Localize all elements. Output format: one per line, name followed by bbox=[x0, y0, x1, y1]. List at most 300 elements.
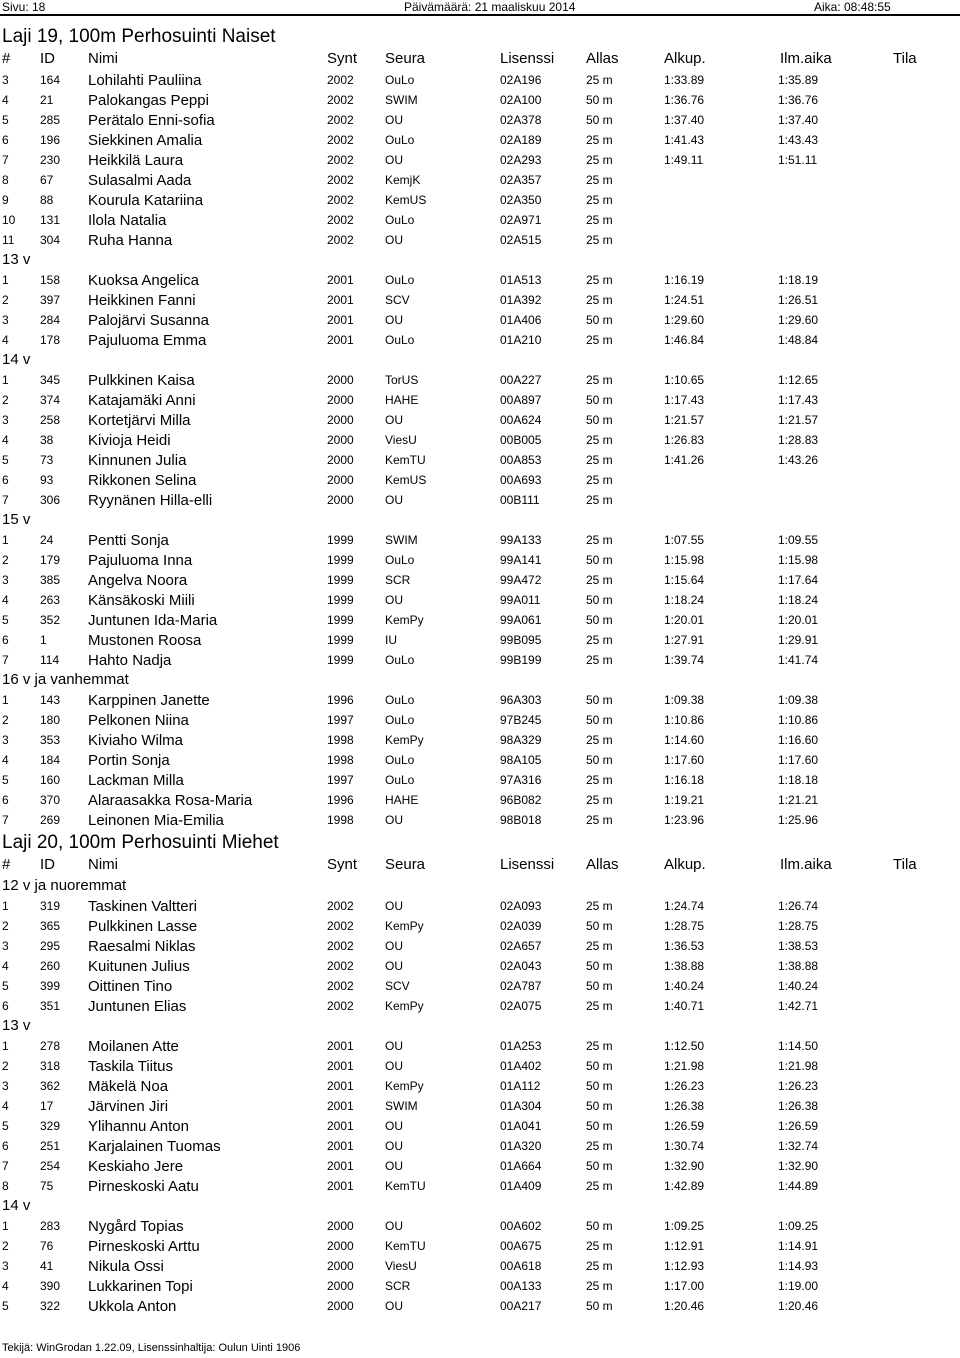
cell-id: 21 bbox=[40, 93, 54, 107]
print-time: Aika: 08:48:55 bbox=[814, 0, 891, 14]
cell-birth-year: 1999 bbox=[327, 573, 354, 587]
result-row bbox=[0, 330, 960, 350]
cell-license: 02A196 bbox=[500, 73, 542, 87]
cell-entry-time: 1:20.01 bbox=[664, 613, 705, 627]
cell-pos: 1 bbox=[2, 693, 9, 707]
cell-name: Ilola Natalia bbox=[88, 212, 167, 229]
cell-entry-time: 1:49.11 bbox=[664, 153, 704, 167]
result-row bbox=[0, 956, 960, 976]
cell-pool: 25 m bbox=[586, 899, 613, 913]
cell-pos: 5 bbox=[2, 773, 9, 787]
cell-pool: 25 m bbox=[586, 433, 613, 447]
cell-pos: 2 bbox=[2, 553, 9, 567]
cell-entry-time: 1:38.88 bbox=[664, 959, 705, 973]
cell-club: SCV bbox=[385, 293, 410, 307]
result-row bbox=[0, 270, 960, 290]
cell-pool: 50 m bbox=[586, 1059, 613, 1073]
cell-reported-time: 1:43.26 bbox=[778, 453, 819, 467]
cell-club: KemPy bbox=[385, 613, 424, 627]
cell-birth-year: 2002 bbox=[327, 153, 354, 167]
cell-pool: 50 m bbox=[586, 393, 613, 407]
column-header: Tila bbox=[893, 50, 917, 67]
cell-entry-time: 1:15.98 bbox=[664, 553, 705, 567]
cell-birth-year: 1996 bbox=[327, 693, 354, 707]
cell-pool: 50 m bbox=[586, 1079, 613, 1093]
cell-license: 97A316 bbox=[500, 773, 542, 787]
cell-name: Karppinen Janette bbox=[88, 692, 210, 709]
cell-id: 38 bbox=[40, 433, 54, 447]
result-row bbox=[0, 470, 960, 490]
cell-license: 02A971 bbox=[500, 213, 542, 227]
cell-pool: 50 m bbox=[586, 593, 613, 607]
cell-reported-time: 1:09.25 bbox=[778, 1219, 819, 1233]
cell-pos: 5 bbox=[2, 453, 9, 467]
cell-entry-time: 1:07.55 bbox=[664, 533, 705, 547]
result-row bbox=[0, 690, 960, 710]
cell-entry-time: 1:26.23 bbox=[664, 1079, 705, 1093]
cell-pos: 10 bbox=[2, 213, 16, 227]
cell-entry-time: 1:09.25 bbox=[664, 1219, 705, 1233]
cell-id: 263 bbox=[40, 593, 61, 607]
cell-entry-time: 1:46.84 bbox=[664, 333, 705, 347]
cell-birth-year: 2002 bbox=[327, 73, 354, 87]
cell-entry-time: 1:21.98 bbox=[664, 1059, 705, 1073]
cell-name: Mustonen Roosa bbox=[88, 632, 202, 649]
cell-birth-year: 1999 bbox=[327, 633, 354, 647]
cell-license: 02A787 bbox=[500, 979, 542, 993]
cell-club: HAHE bbox=[385, 793, 419, 807]
result-row bbox=[0, 610, 960, 630]
cell-reported-time: 1:20.46 bbox=[778, 1299, 819, 1313]
cell-name: Pajuluoma Inna bbox=[88, 552, 193, 569]
cell-entry-time: 1:12.91 bbox=[664, 1239, 705, 1253]
cell-reported-time: 1:43.43 bbox=[778, 133, 819, 147]
cell-club: OuLo bbox=[385, 753, 415, 767]
cell-birth-year: 2002 bbox=[327, 193, 354, 207]
cell-pool: 25 m bbox=[586, 1279, 613, 1293]
cell-id: 75 bbox=[40, 1179, 54, 1193]
cell-name: Katajamäki Anni bbox=[88, 392, 196, 409]
cell-reported-time: 1:32.74 bbox=[778, 1139, 819, 1153]
cell-reported-time: 1:41.74 bbox=[778, 653, 819, 667]
cell-birth-year: 2000 bbox=[327, 453, 354, 467]
cell-pos: 2 bbox=[2, 1239, 9, 1253]
column-header: Ilm.aika bbox=[780, 856, 832, 873]
cell-reported-time: 1:15.98 bbox=[778, 553, 819, 567]
cell-reported-time: 1:09.38 bbox=[778, 693, 819, 707]
cell-pos: 8 bbox=[2, 173, 9, 187]
cell-pool: 50 m bbox=[586, 93, 613, 107]
cell-id: 251 bbox=[40, 1139, 61, 1153]
cell-club: OuLo bbox=[385, 693, 415, 707]
cell-pool: 25 m bbox=[586, 793, 613, 807]
result-row bbox=[0, 130, 960, 150]
cell-license: 00A693 bbox=[500, 473, 542, 487]
result-row bbox=[0, 390, 960, 410]
cell-reported-time: 1:16.60 bbox=[778, 733, 819, 747]
result-row bbox=[0, 976, 960, 996]
cell-pos: 6 bbox=[2, 1139, 9, 1153]
result-row bbox=[0, 1236, 960, 1256]
cell-license: 99B095 bbox=[500, 633, 542, 647]
event-title: Laji 20, 100m Perhosuinti Miehet bbox=[2, 832, 279, 853]
cell-pool: 25 m bbox=[586, 73, 613, 87]
cell-name: Palojärvi Susanna bbox=[88, 312, 209, 329]
column-header: Nimi bbox=[88, 856, 118, 873]
cell-name: Leinonen Mia-Emilia bbox=[88, 812, 224, 829]
cell-id: 283 bbox=[40, 1219, 61, 1233]
cell-reported-time: 1:28.83 bbox=[778, 433, 819, 447]
event-title: Laji 19, 100m Perhosuinti Naiset bbox=[2, 26, 276, 47]
cell-pos: 3 bbox=[2, 313, 9, 327]
cell-id: 143 bbox=[40, 693, 61, 707]
cell-birth-year: 2001 bbox=[327, 293, 354, 307]
cell-reported-time: 1:26.38 bbox=[778, 1099, 819, 1113]
cell-pool: 25 m bbox=[586, 1239, 613, 1253]
column-header-row bbox=[0, 856, 960, 876]
cell-club: OU bbox=[385, 313, 403, 327]
cell-pos: 6 bbox=[2, 793, 9, 807]
cell-license: 98B018 bbox=[500, 813, 542, 827]
result-row bbox=[0, 1216, 960, 1236]
cell-pos: 6 bbox=[2, 473, 9, 487]
column-header: Synt bbox=[327, 856, 358, 873]
cell-license: 96A303 bbox=[500, 693, 542, 707]
cell-birth-year: 2001 bbox=[327, 273, 354, 287]
cell-pos: 5 bbox=[2, 113, 9, 127]
cell-name: Pulkkinen Lasse bbox=[88, 918, 198, 935]
cell-name: Ukkola Anton bbox=[88, 1298, 177, 1315]
cell-pool: 50 m bbox=[586, 693, 613, 707]
result-row bbox=[0, 1136, 960, 1156]
cell-id: 370 bbox=[40, 793, 61, 807]
cell-club: OU bbox=[385, 413, 403, 427]
cell-id: 397 bbox=[40, 293, 61, 307]
cell-birth-year: 2001 bbox=[327, 1119, 354, 1133]
result-row bbox=[0, 1176, 960, 1196]
cell-reported-time: 1:21.98 bbox=[778, 1059, 819, 1073]
cell-name: Moilanen Atte bbox=[88, 1038, 179, 1055]
cell-id: 269 bbox=[40, 813, 61, 827]
cell-pos: 6 bbox=[2, 999, 9, 1013]
cell-entry-time: 1:16.19 bbox=[664, 273, 705, 287]
cell-reported-time: 1:17.43 bbox=[778, 393, 819, 407]
column-header: ID bbox=[40, 50, 55, 67]
age-group-heading: 12 v ja nuoremmat bbox=[2, 877, 127, 894]
cell-entry-time: 1:10.86 bbox=[664, 713, 705, 727]
result-row bbox=[0, 916, 960, 936]
cell-name: Raesalmi Niklas bbox=[88, 938, 196, 955]
cell-license: 01A392 bbox=[500, 293, 542, 307]
cell-license: 02A350 bbox=[500, 193, 542, 207]
cell-club: OU bbox=[385, 113, 403, 127]
cell-reported-time: 1:20.01 bbox=[778, 613, 819, 627]
cell-pool: 25 m bbox=[586, 213, 613, 227]
cell-id: 230 bbox=[40, 153, 61, 167]
cell-club: OU bbox=[385, 1159, 403, 1173]
cell-entry-time: 1:37.40 bbox=[664, 113, 705, 127]
cell-pool: 50 m bbox=[586, 919, 613, 933]
cell-name: Angelva Noora bbox=[88, 572, 188, 589]
result-row bbox=[0, 410, 960, 430]
cell-birth-year: 2000 bbox=[327, 493, 354, 507]
cell-id: 352 bbox=[40, 613, 61, 627]
result-row bbox=[0, 1116, 960, 1136]
cell-reported-time: 1:51.11 bbox=[778, 153, 818, 167]
result-row bbox=[0, 590, 960, 610]
cell-reported-time: 1:37.40 bbox=[778, 113, 819, 127]
cell-license: 01A210 bbox=[500, 333, 542, 347]
cell-club: OU bbox=[385, 1059, 403, 1073]
cell-reported-time: 1:26.23 bbox=[778, 1079, 819, 1093]
cell-id: 295 bbox=[40, 939, 61, 953]
cell-club: HAHE bbox=[385, 393, 419, 407]
age-group-heading: 14 v bbox=[2, 351, 31, 368]
result-row bbox=[0, 770, 960, 790]
cell-license: 00B111 bbox=[500, 493, 540, 507]
cell-license: 99A141 bbox=[500, 553, 542, 567]
cell-pos: 2 bbox=[2, 393, 9, 407]
cell-reported-time: 1:18.24 bbox=[778, 593, 819, 607]
cell-pool: 50 m bbox=[586, 959, 613, 973]
cell-pos: 4 bbox=[2, 93, 9, 107]
cell-name: Kuitunen Julius bbox=[88, 958, 190, 975]
cell-birth-year: 2000 bbox=[327, 413, 354, 427]
result-row bbox=[0, 730, 960, 750]
cell-name: Lackman Milla bbox=[88, 772, 184, 789]
column-header: Synt bbox=[327, 50, 358, 67]
cell-license: 98A329 bbox=[500, 733, 542, 747]
cell-license: 02A515 bbox=[500, 233, 542, 247]
cell-pos: 1 bbox=[2, 1039, 9, 1053]
cell-club: KemPy bbox=[385, 1079, 424, 1093]
cell-club: OU bbox=[385, 899, 403, 913]
cell-club: OuLo bbox=[385, 553, 415, 567]
cell-pos: 7 bbox=[2, 653, 9, 667]
cell-pos: 8 bbox=[2, 1179, 9, 1193]
cell-id: 114 bbox=[40, 653, 60, 667]
cell-name: Pirneskoski Aatu bbox=[88, 1178, 199, 1195]
cell-pool: 50 m bbox=[586, 1099, 613, 1113]
cell-birth-year: 2002 bbox=[327, 213, 354, 227]
column-header: Seura bbox=[385, 50, 426, 67]
cell-id: 319 bbox=[40, 899, 61, 913]
cell-birth-year: 2001 bbox=[327, 1039, 354, 1053]
cell-birth-year: 2002 bbox=[327, 899, 354, 913]
cell-license: 99A472 bbox=[500, 573, 542, 587]
cell-entry-time: 1:15.64 bbox=[664, 573, 705, 587]
cell-reported-time: 1:35.89 bbox=[778, 73, 819, 87]
cell-reported-time: 1:10.86 bbox=[778, 713, 819, 727]
cell-entry-time: 1:39.74 bbox=[664, 653, 705, 667]
cell-id: 322 bbox=[40, 1299, 61, 1313]
cell-pos: 4 bbox=[2, 1279, 9, 1293]
cell-id: 304 bbox=[40, 233, 61, 247]
cell-pool: 25 m bbox=[586, 1259, 613, 1273]
cell-name: Ruha Hanna bbox=[88, 232, 173, 249]
cell-club: KemTU bbox=[385, 1179, 426, 1193]
cell-pos: 4 bbox=[2, 433, 9, 447]
cell-id: 196 bbox=[40, 133, 61, 147]
column-header: Alkup. bbox=[664, 856, 706, 873]
cell-club: OU bbox=[385, 1139, 403, 1153]
result-row bbox=[0, 290, 960, 310]
footer-credit: Tekijä: WinGrodan 1.22.09, Lisenssinhaltija: Oulun Uinti 1906 bbox=[2, 1342, 301, 1354]
cell-reported-time: 1:21.21 bbox=[778, 793, 819, 807]
cell-reported-time: 1:14.91 bbox=[778, 1239, 819, 1253]
age-group-heading: 13 v bbox=[2, 1017, 31, 1034]
cell-birth-year: 2000 bbox=[327, 1259, 354, 1273]
cell-license: 00A133 bbox=[500, 1279, 542, 1293]
cell-name: Juntunen Ida-Maria bbox=[88, 612, 218, 629]
cell-entry-time: 1:27.91 bbox=[664, 633, 705, 647]
cell-pool: 25 m bbox=[586, 573, 613, 587]
result-row bbox=[0, 310, 960, 330]
cell-id: 164 bbox=[40, 73, 61, 87]
column-header: # bbox=[2, 50, 11, 67]
cell-pool: 25 m bbox=[586, 653, 613, 667]
cell-pool: 25 m bbox=[586, 939, 613, 953]
cell-reported-time: 1:14.50 bbox=[778, 1039, 819, 1053]
cell-birth-year: 1999 bbox=[327, 533, 354, 547]
cell-club: KemUS bbox=[385, 193, 427, 207]
cell-license: 01A513 bbox=[500, 273, 542, 287]
cell-license: 99A133 bbox=[500, 533, 542, 547]
cell-license: 01A112 bbox=[500, 1079, 541, 1093]
cell-club: OU bbox=[385, 1119, 403, 1133]
result-row bbox=[0, 550, 960, 570]
cell-entry-time: 1:40.71 bbox=[664, 999, 705, 1013]
cell-pool: 25 m bbox=[586, 173, 613, 187]
cell-birth-year: 2002 bbox=[327, 133, 354, 147]
cell-entry-time: 1:41.26 bbox=[664, 453, 705, 467]
cell-entry-time: 1:23.96 bbox=[664, 813, 705, 827]
result-row bbox=[0, 896, 960, 916]
cell-birth-year: 2001 bbox=[327, 1079, 354, 1093]
cell-pool: 50 m bbox=[586, 1219, 613, 1233]
cell-name: Oittinen Tino bbox=[88, 978, 173, 995]
cell-reported-time: 1:48.84 bbox=[778, 333, 819, 347]
cell-name: Ryynänen Hilla-elli bbox=[88, 492, 213, 509]
cell-club: OuLo bbox=[385, 333, 415, 347]
cell-pool: 50 m bbox=[586, 413, 613, 427]
cell-name: Lukkarinen Topi bbox=[88, 1278, 193, 1295]
cell-id: 362 bbox=[40, 1079, 61, 1093]
cell-id: 353 bbox=[40, 733, 61, 747]
result-row bbox=[0, 1256, 960, 1276]
cell-reported-time: 1:18.18 bbox=[778, 773, 819, 787]
cell-entry-time: 1:28.75 bbox=[664, 919, 705, 933]
cell-id: 329 bbox=[40, 1119, 61, 1133]
cell-pos: 9 bbox=[2, 193, 9, 207]
cell-pool: 50 m bbox=[586, 1119, 613, 1133]
cell-name: Kuoksa Angelica bbox=[88, 272, 199, 289]
cell-pos: 4 bbox=[2, 959, 9, 973]
cell-reported-time: 1:42.71 bbox=[778, 999, 819, 1013]
cell-birth-year: 1999 bbox=[327, 613, 354, 627]
cell-birth-year: 2002 bbox=[327, 113, 354, 127]
cell-name: Palokangas Peppi bbox=[88, 92, 209, 109]
cell-name: Mäkelä Noa bbox=[88, 1078, 169, 1095]
cell-name: Heikkilä Laura bbox=[88, 152, 184, 169]
cell-license: 01A409 bbox=[500, 1179, 542, 1193]
cell-pool: 50 m bbox=[586, 313, 613, 327]
cell-club: KemPy bbox=[385, 733, 424, 747]
cell-license: 99B199 bbox=[500, 653, 542, 667]
cell-entry-time: 1:30.74 bbox=[664, 1139, 705, 1153]
cell-club: OU bbox=[385, 593, 403, 607]
cell-birth-year: 2000 bbox=[327, 1219, 354, 1233]
cell-birth-year: 2002 bbox=[327, 959, 354, 973]
result-row bbox=[0, 810, 960, 830]
result-row bbox=[0, 90, 960, 110]
page-number: Sivu: 18 bbox=[2, 0, 46, 14]
cell-birth-year: 2002 bbox=[327, 919, 354, 933]
cell-id: 67 bbox=[40, 173, 54, 187]
cell-club: KemPy bbox=[385, 919, 424, 933]
cell-club: IU bbox=[385, 633, 397, 647]
cell-license: 01A041 bbox=[500, 1119, 542, 1133]
cell-pos: 1 bbox=[2, 533, 9, 547]
cell-pos: 4 bbox=[2, 333, 9, 347]
cell-name: Heikkinen Fanni bbox=[88, 292, 196, 309]
cell-id: 1 bbox=[40, 633, 47, 647]
cell-reported-time: 1:29.60 bbox=[778, 313, 819, 327]
cell-entry-time: 1:40.24 bbox=[664, 979, 705, 993]
cell-pos: 5 bbox=[2, 1119, 9, 1133]
cell-reported-time: 1:32.90 bbox=[778, 1159, 819, 1173]
cell-pos: 1 bbox=[2, 1219, 9, 1233]
cell-id: 285 bbox=[40, 113, 61, 127]
result-row bbox=[0, 1076, 960, 1096]
cell-id: 254 bbox=[40, 1159, 61, 1173]
result-row bbox=[0, 1276, 960, 1296]
cell-license: 00B005 bbox=[500, 433, 542, 447]
cell-name: Nikula Ossi bbox=[88, 1258, 164, 1275]
cell-birth-year: 2002 bbox=[327, 233, 354, 247]
result-row bbox=[0, 490, 960, 510]
cell-reported-time: 1:38.53 bbox=[778, 939, 819, 953]
cell-id: 17 bbox=[40, 1099, 54, 1113]
cell-license: 02A100 bbox=[500, 93, 542, 107]
cell-pool: 25 m bbox=[586, 813, 613, 827]
cell-pos: 3 bbox=[2, 939, 9, 953]
cell-name: Taskinen Valtteri bbox=[88, 898, 197, 915]
cell-name: Hahto Nadja bbox=[88, 652, 172, 669]
cell-id: 41 bbox=[40, 1259, 54, 1273]
cell-pos: 5 bbox=[2, 1299, 9, 1313]
cell-pool: 50 m bbox=[586, 979, 613, 993]
cell-id: 76 bbox=[40, 1239, 54, 1253]
cell-name: Kinnunen Julia bbox=[88, 452, 187, 469]
cell-birth-year: 2001 bbox=[327, 333, 354, 347]
cell-pos: 5 bbox=[2, 979, 9, 993]
cell-reported-time: 1:26.74 bbox=[778, 899, 819, 913]
cell-reported-time: 1:25.96 bbox=[778, 813, 819, 827]
cell-club: OU bbox=[385, 939, 403, 953]
cell-club: SWIM bbox=[385, 1099, 418, 1113]
cell-birth-year: 1998 bbox=[327, 733, 354, 747]
cell-pos: 2 bbox=[2, 919, 9, 933]
cell-pool: 25 m bbox=[586, 533, 613, 547]
cell-id: 73 bbox=[40, 453, 54, 467]
cell-club: SCR bbox=[385, 1279, 411, 1293]
cell-club: SCR bbox=[385, 573, 411, 587]
cell-entry-time: 1:36.76 bbox=[664, 93, 705, 107]
column-header: Allas bbox=[586, 856, 619, 873]
cell-club: OU bbox=[385, 959, 403, 973]
cell-id: 184 bbox=[40, 753, 61, 767]
